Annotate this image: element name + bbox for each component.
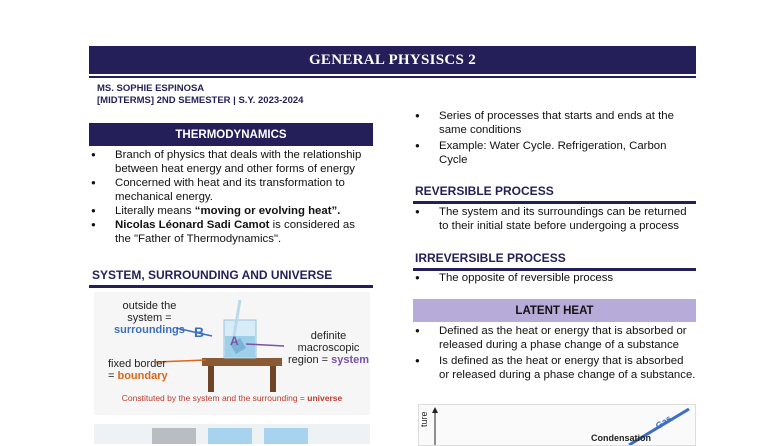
list-item <box>89 204 373 218</box>
reversible-rule <box>413 201 696 204</box>
list-item-text: Series of processes that starts and ends at the same conditions <box>439 110 674 136</box>
system-heading: SYSTEM, SURROUNDING AND UNIVERSE <box>92 268 333 282</box>
label-line: fixed border <box>108 358 167 370</box>
boundary-types-svg <box>94 424 370 444</box>
title-rule <box>89 76 696 78</box>
container-blue <box>264 428 308 444</box>
phase-change-svg <box>419 405 695 445</box>
universe-caption <box>94 393 370 403</box>
list-item <box>413 205 696 233</box>
label-line: = <box>108 370 118 382</box>
list-item-text: Example: Water Cycle. Refrigeration, Carbon Cycle <box>439 140 667 166</box>
graph-axis-arrow <box>432 407 438 413</box>
latent-heat-heading: LATENT HEAT <box>413 299 696 322</box>
boundary-types-illustration <box>94 424 370 444</box>
page-title: GENERAL PHYSISCS 2 <box>89 46 696 74</box>
table-top <box>202 358 282 366</box>
list-item <box>413 324 696 352</box>
thermodynamics-heading: THERMODYNAMICS <box>89 123 373 146</box>
reversible-heading: REVERSIBLE PROCESS <box>415 184 554 198</box>
list-item-text: The opposite of reversible process <box>439 272 614 284</box>
list-item-text: is considered as the "Father of Thermodynamics". <box>115 219 355 245</box>
label-system: system <box>331 354 370 366</box>
label-line: outside the <box>122 300 177 312</box>
label-line: definite <box>310 330 347 342</box>
list-item <box>89 148 373 176</box>
list-item-text: Branch of physics that deals with the relationship between heat energy and other forms of energy <box>115 149 362 175</box>
list-item-emphasis: “moving or evolving heat”. <box>194 205 341 217</box>
caption-universe: universe <box>307 393 343 403</box>
graph-axis-label: ture <box>419 411 429 427</box>
term-info: [MIDTERMS] 2ND SEMESTER | S.Y. 2023-2024 <box>97 95 304 106</box>
system-illustration <box>94 292 370 415</box>
graph-condensation-label: Condensation <box>591 433 651 443</box>
surroundings-label <box>114 300 185 336</box>
thermodynamics-list <box>89 148 373 246</box>
irreversible-heading: IRREVERSIBLE PROCESS <box>415 251 566 265</box>
boundary-label <box>108 358 168 382</box>
label-line: region = <box>288 354 332 366</box>
label-line: macroscopic <box>297 342 360 354</box>
latent-heat-list <box>413 324 696 382</box>
caption-text: Constituted by the system and the surrounding = <box>121 393 308 403</box>
teacher-name: MS. SOPHIE ESPINOSA <box>97 83 205 94</box>
list-item-text: The system and its surroundings can be returned to their initial state before undergoing a process <box>439 206 687 232</box>
table-leg <box>208 366 214 392</box>
container-blue <box>208 428 252 444</box>
list-item <box>89 218 373 246</box>
cycle-list <box>413 109 696 167</box>
table-leg <box>270 366 276 392</box>
graph-gas-label: Gas <box>653 413 674 431</box>
list-item-text: Is defined as the heat or energy that is absorbed or released during a phase change of a substance. <box>439 355 696 381</box>
list-item <box>413 271 696 285</box>
list-item-text: Concerned with heat and its transformation to mechanical energy. <box>115 177 345 203</box>
list-item <box>413 109 696 137</box>
phase-change-graph <box>418 404 696 446</box>
list-item <box>413 139 696 167</box>
label-line: system = <box>127 312 172 324</box>
label-a: A <box>230 334 239 348</box>
label-surroundings: surroundings <box>114 324 185 336</box>
list-item <box>89 176 373 204</box>
reversible-list <box>413 205 696 233</box>
container-gray <box>152 428 196 444</box>
label-b: B <box>194 324 205 340</box>
list-item <box>413 354 696 382</box>
system-label <box>288 330 369 366</box>
system-rule <box>89 285 373 288</box>
list-item-text: Defined as the heat or energy that is absorbed or released during a phase change of a substance <box>439 325 687 351</box>
list-item-text: Literally means <box>115 205 195 217</box>
irreversible-list <box>413 271 696 285</box>
label-boundary: boundary <box>117 370 168 382</box>
list-item-emphasis: Nicolas Léonard Sadi Camot <box>115 219 270 231</box>
